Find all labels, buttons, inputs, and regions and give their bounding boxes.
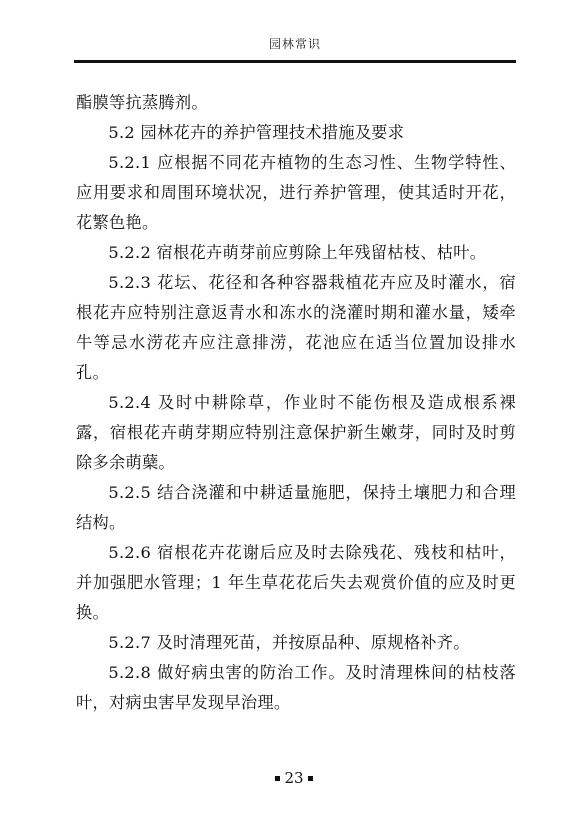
clause-5-2-1: 5.2.1 应根据不同花卉植物的生态习性、生物学特性、应用要求和周围环境状况，进行养护管理，使其适时开花，花繁色艳。 — [76, 153, 516, 232]
section-heading-5-2: 5.2 园林花卉的养护管理技术措施及要求 — [108, 123, 405, 142]
running-header: 园林常识 — [268, 37, 321, 51]
page-footer — [0, 768, 588, 788]
paragraph-1: 酯膜等抗蒸腾剂。 — [76, 93, 208, 112]
page-body — [76, 88, 516, 718]
clause-5-2-6: 5.2.6 宿根花卉花谢后应及时去除残花、残枝和枯叶，并加强肥水管理；1 年生草花花后失去观赏价值的应及时更换。 — [76, 543, 516, 622]
header-rule — [74, 60, 516, 63]
page-number: 23 — [284, 769, 304, 787]
clause-5-2-8: 5.2.8 做好病虫害的防治工作。及时清理株间的枯枝落叶，对病虫害早发现早治理。 — [76, 663, 516, 712]
clause-5-2-2: 5.2.2 宿根花卉萌芽前应剪除上年残留枯枝、枯叶。 — [108, 243, 487, 262]
clause-5-2-7: 5.2.7 及时清理死苗，并按原品种、原规格补齐。 — [108, 633, 470, 652]
clause-5-2-5: 5.2.5 结合浇灌和中耕适量施肥，保持土壤肥力和合理结构。 — [76, 483, 516, 532]
bullet-square-icon — [275, 776, 280, 781]
bullet-square-icon — [308, 776, 313, 781]
clause-5-2-3: 5.2.3 花坛、花径和各种容器栽植花卉应及时灌水，宿根花卉应特别注意返青水和冻水的浇灌时期和灌水量，矮牵牛等忌水涝花卉应注意排涝，花池应在适当位置加设排水孔。 — [76, 273, 516, 382]
clause-5-2-4: 5.2.4 及时中耕除草，作业时不能伤根及造成根系裸露，宿根花卉萌芽期应特别注意保护新生嫩芽，同时及时剪除多余萌蘖。 — [76, 393, 516, 472]
